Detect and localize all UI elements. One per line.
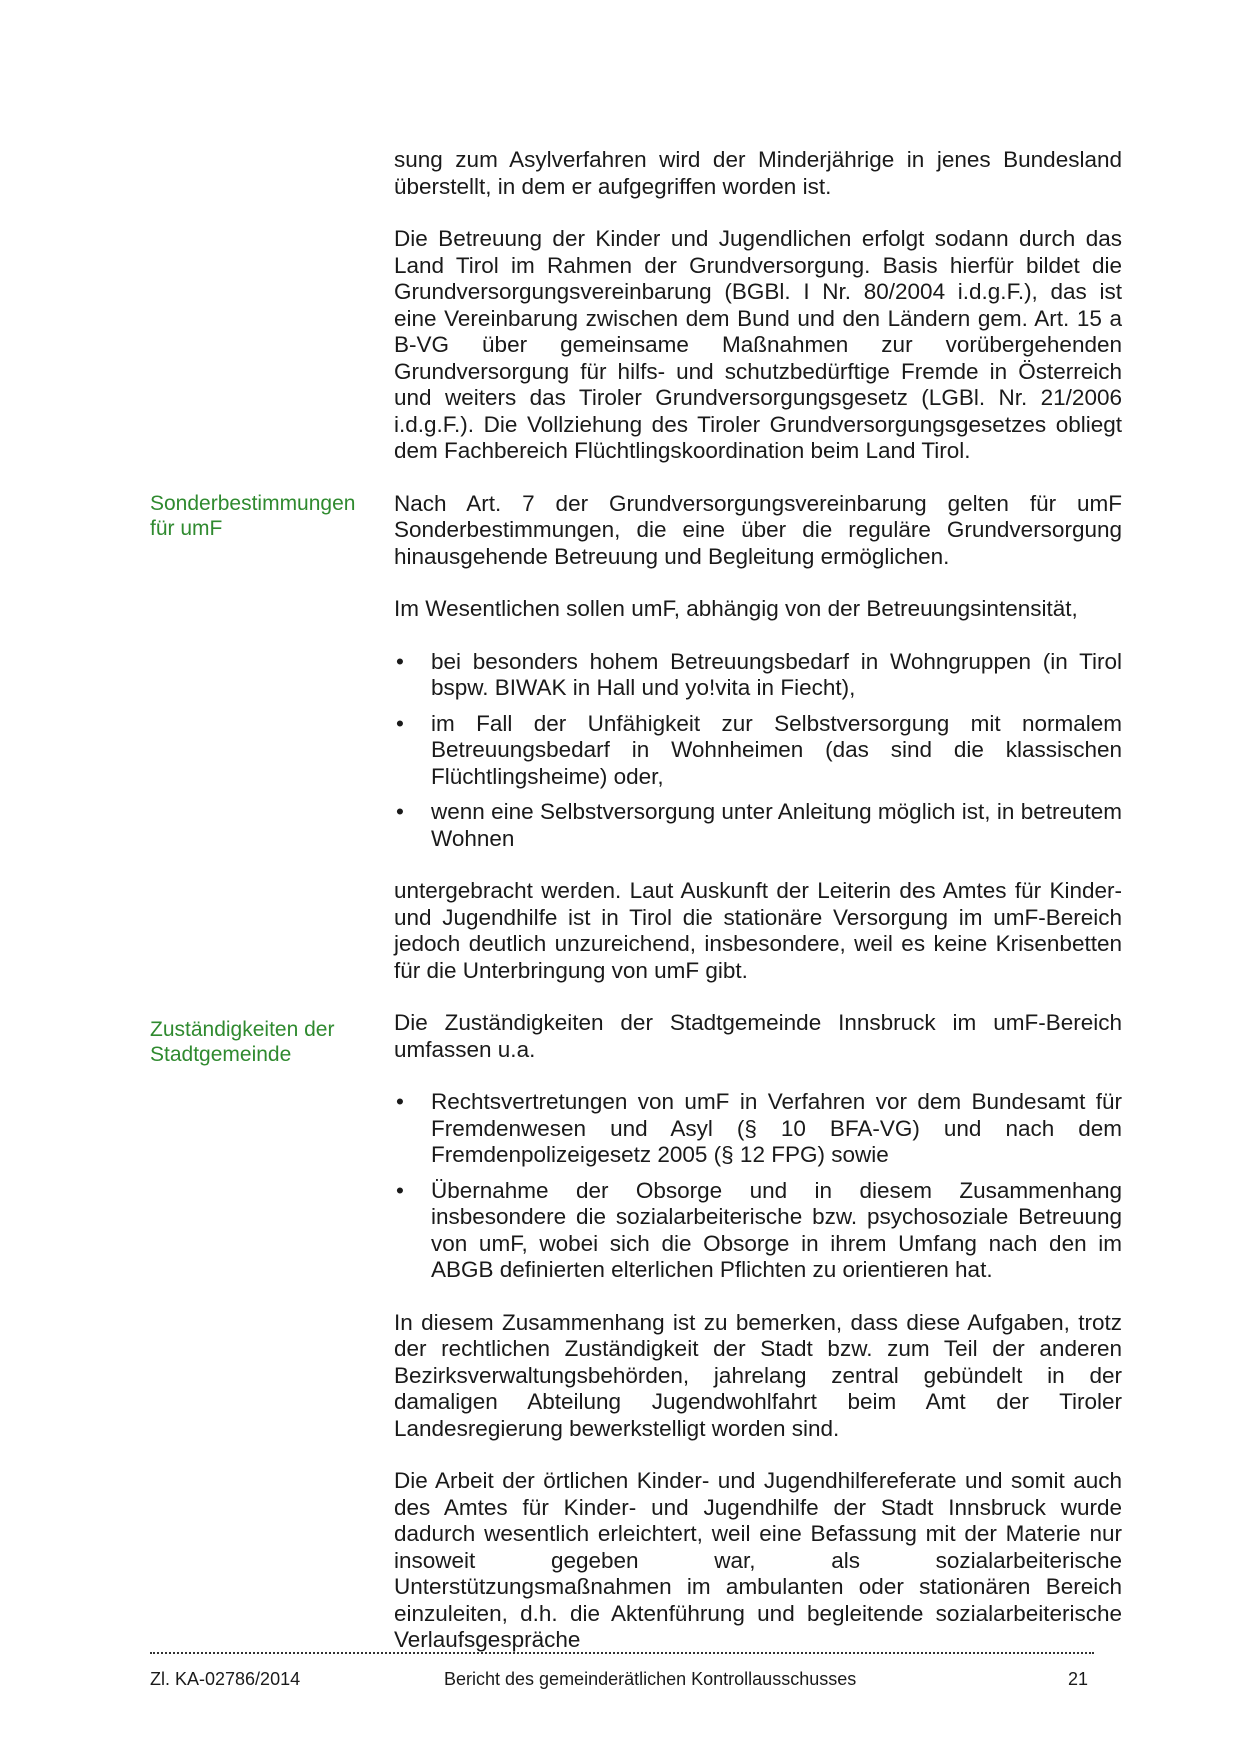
paragraph: Die Arbeit der örtlichen Kinder- und Jugendhilfereferate und somit auch des Amtes für Kinder- und Jugendhilfe der Stadt Innsbruck wurde dadurch wesentlich erleichtert, weil eine Befassung mit der Materie nur insoweit gegeben war, als sozialarbeiterische Unterstützungsmaßnahmen im ambulanten oder stationären Bereich einzuleiten, d.h. die Aktenführung und begleitende sozialarbeiterische Verlaufsgespräche bbox=[394, 1468, 1122, 1652]
margin-note-line: Sonderbestimmungen bbox=[150, 492, 356, 515]
paragraph: untergebracht werden. Laut Auskunft der Leiterin des Amtes für Kinder- und Jugendhilfe ist in Tirol die stationäre Versorgung im umF-Bereich jedoch deutlich unzureichend, insbesondere, weil es keine Krisenbetten für die Unterbringung von umF gibt. bbox=[394, 878, 1122, 983]
list-item bbox=[394, 649, 1122, 702]
list-item bbox=[394, 711, 1122, 791]
footer-title: Bericht des gemeinderätlichen Kontrollausschusses bbox=[444, 1669, 857, 1689]
paragraph: Die Betreuung der Kinder und Jugendlichen erfolgt sodann durch das Land Tirol im Rahmen der Grundversorgung. Basis hierfür bildet die Grundversorgungsvereinbarung (BGBl. I Nr. 80/2004 i.d.g.F.), das ist eine Vereinbarung zwischen dem Bund und den Ländern gem. Art. 15 a B-VG über gemeinsame Maßnahmen zur vorübergehenden Grundversorgung für hilfs- und schutzbedürftige Fremde in Österreich und weiters das Tiroler Grundversorgungsgesetz (LGBl. Nr. 21/2006 i.d.g.F.). Die Vollziehung des Tiroler Grundversorgungsgesetzes obliegt dem Fachbereich Flüchtlingskoordination beim Land Tirol. bbox=[394, 226, 1122, 463]
body-text bbox=[394, 147, 1122, 1680]
footer-reference: Zl. KA-02786/2014 bbox=[150, 1669, 301, 1689]
paragraph: Nach Art. 7 der Grundversorgungsvereinbarung gelten für umF Sonderbestimmungen, die eine über die reguläre Grundversorgung hinausgehende Betreuung und Begleitung ermöglichen. bbox=[394, 490, 1122, 569]
bullet-list bbox=[394, 1089, 1122, 1284]
list-item-text: Übernahme der Obsorge und in diesem Zusammenhang insbesondere die sozialarbeiterische bzw. psychosoziale Betreuung von umF, wobei sich die Obsorge in ihrem Umfang nach den im ABGB definierten elterlichen Pflichten zu orientieren hat. bbox=[431, 1177, 1122, 1282]
page-number: 21 bbox=[1068, 1669, 1089, 1689]
paragraph: In diesem Zusammenhang ist zu bemerken, dass diese Aufgaben, trotz der rechtlichen Zuständigkeit der Stadt bzw. zum Teil der anderen Bezirksverwaltungsbehörden, jahrelang zentral gebündelt in der damaligen Abteilung Jugendwohlfahrt beim Amt der Tiroler Landesregierung bewerkstelligt worden sind. bbox=[394, 1309, 1122, 1441]
list-item bbox=[394, 1178, 1122, 1284]
list-item bbox=[394, 799, 1122, 852]
bullet-icon: • bbox=[396, 799, 404, 824]
bullet-icon: • bbox=[396, 710, 404, 736]
paragraph: sung zum Asylverfahren wird der Minderjährige in jenes Bundesland überstellt, in dem er aufgegriffen worden ist. bbox=[394, 147, 1122, 199]
list-item-text: Rechtsvertretungen von umF in Verfahren vor dem Bundesamt für Fremdenwesen und Asyl (§ 10 BFA-VG) und nach dem Fremdenpolizeigesetz 2005 (§ 12 FPG) sowie bbox=[431, 1089, 1122, 1167]
margin-note-line: Zuständigkeiten der bbox=[150, 1018, 335, 1041]
margin-note-sonderbestimmungen bbox=[150, 491, 365, 541]
margin-note-line: Stadtgemeinde bbox=[150, 1043, 292, 1066]
bullet-icon: • bbox=[396, 648, 404, 674]
footer-divider bbox=[150, 1652, 1094, 1654]
list-item bbox=[394, 1089, 1122, 1169]
paragraph: Die Zuständigkeiten der Stadtgemeinde Innsbruck im umF-Bereich umfassen u.a. bbox=[394, 1010, 1122, 1062]
list-item-text: im Fall der Unfähigkeit zur Selbstversorgung mit normalem Betreuungsbedarf in Wohnheimen (das sind die klassischen Flüchtlingsheime) oder, bbox=[431, 710, 1122, 789]
list-item-text: wenn eine Selbstversorgung unter Anleitung möglich ist, in betreutem Wohnen bbox=[431, 799, 1122, 851]
bullet-icon: • bbox=[396, 1089, 404, 1114]
list-item-text: bei besonders hohem Betreuungsbedarf in Wohngruppen (in Tirol bspw. BIWAK in Hall und yo!vita in Fiecht), bbox=[431, 648, 1122, 700]
bullet-icon: • bbox=[396, 1177, 404, 1203]
paragraph: Im Wesentlichen sollen umF, abhängig von der Betreuungsintensität, bbox=[394, 596, 1078, 621]
margin-note-zustaendigkeiten bbox=[150, 1017, 365, 1067]
bullet-list bbox=[394, 649, 1122, 853]
margin-note-line: für umF bbox=[150, 517, 223, 540]
